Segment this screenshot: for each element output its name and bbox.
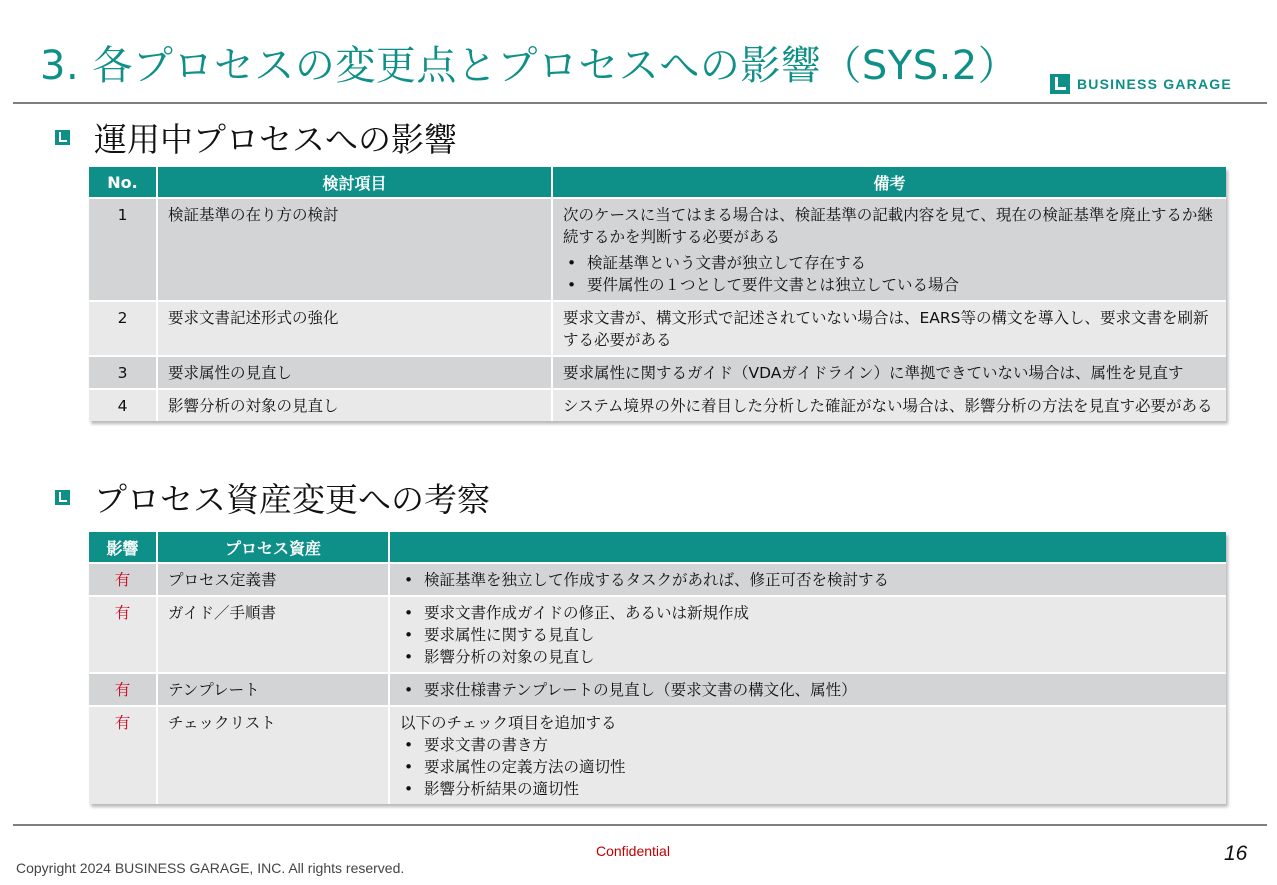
list-item: • 要求文書の書き方 [400,734,1216,756]
section1-heading [55,114,457,161]
list-item: • 要求仕様書テンプレートの見直し（要求文書の構文化、属性） [400,679,1216,701]
table-row [89,389,1226,421]
section2-title: プロセス資産変更への考察 [94,480,490,519]
row-note [552,198,1226,301]
row-item: 要求属性の見直し [157,356,552,389]
brand-name: BUSINESS GARAGE [1077,76,1232,92]
section-bullet-icon [55,490,70,505]
row-note-text: 次のケースに当てはまる場合は、検証基準の記載内容を見て、現在の検証基準を廃止するか継続するかを判断する必要がある [563,206,1213,246]
col-header-asset: プロセス資産 [157,532,389,563]
asset-name: プロセス定義書 [157,563,389,596]
col-header-no: No. [89,167,157,198]
asset-detail [389,563,1226,596]
asset-detail-bullets [400,734,1216,800]
row-item: 検証基準の在り方の検討 [157,198,552,301]
asset-name: ガイド／手順書 [157,596,389,673]
list-item: • 要件属性の１つとして要件文書とは独立している場合 [563,274,1216,296]
table-row [89,596,1226,673]
brand-logo-icon [1050,74,1070,94]
asset-detail-bullets [400,679,1216,701]
slide-title: 3. 各プロセスの変更点とプロセスへの影響（SYS.2） [40,43,1019,89]
row-item: 影響分析の対象の見直し [157,389,552,421]
row-note-bullets [563,252,1216,296]
table-row [89,563,1226,596]
col-header-note: 備考 [552,167,1226,198]
page-number: 16 [1224,842,1248,865]
row-no: 3 [89,356,157,389]
list-item: • 影響分析の対象の見直し [400,646,1216,668]
asset-detail-intro: 以下のチェック項目を追加する [400,714,617,732]
table-row [89,301,1226,356]
list-item: • 要求文書作成ガイドの修正、あるいは新規作成 [400,602,1216,624]
list-item: • 検証基準という文書が独立して存在する [563,252,1216,274]
section2-heading [55,474,490,521]
asset-detail-bullets [400,569,1216,591]
row-note: 要求文書が、構文形式で記述されていない場合は、EARS等の構文を導入し、要求文書を刷新する必要がある [552,301,1226,356]
asset-detail [389,706,1226,804]
list-item: • 要求属性の定義方法の適切性 [400,756,1216,778]
impact-flag: 有 [89,706,157,804]
asset-detail [389,673,1226,706]
row-no: 1 [89,198,157,301]
asset-table [89,532,1226,804]
impact-table [89,167,1226,421]
section-bullet-icon [55,130,70,145]
asset-detail [389,596,1226,673]
row-no: 2 [89,301,157,356]
table-row [89,706,1226,804]
brand-logo [1050,74,1232,94]
row-no: 4 [89,389,157,421]
section1-title: 運用中プロセスへの影響 [94,120,457,159]
table-row [89,356,1226,389]
col-header-impact: 影響 [89,532,157,563]
asset-detail-bullets [400,602,1216,668]
table-row [89,198,1226,301]
row-note: 要求属性に関するガイド（VDAガイドライン）に準拠できていない場合は、属性を見直す [552,356,1226,389]
impact-flag: 有 [89,563,157,596]
copyright: Copyright 2024 BUSINESS GARAGE, INC. All rights reserved. [16,860,405,876]
row-note: システム境界の外に着目した分析した確証がない場合は、影響分析の方法を見直す必要がある [552,389,1226,421]
header-divider [13,102,1267,104]
list-item: • 要求属性に関する見直し [400,624,1216,646]
impact-flag: 有 [89,596,157,673]
row-item: 要求文書記述形式の強化 [157,301,552,356]
col-header-item: 検討項目 [157,167,552,198]
asset-name: テンプレート [157,673,389,706]
list-item: • 影響分析結果の適切性 [400,778,1216,800]
asset-name: チェックリスト [157,706,389,804]
list-item: • 検証基準を独立して作成するタスクがあれば、修正可否を検討する [400,569,1216,591]
impact-flag: 有 [89,673,157,706]
table-row [89,673,1226,706]
confidential-label: Confidential [596,843,670,859]
footer-divider [13,824,1267,826]
col-header-detail [389,532,1226,563]
